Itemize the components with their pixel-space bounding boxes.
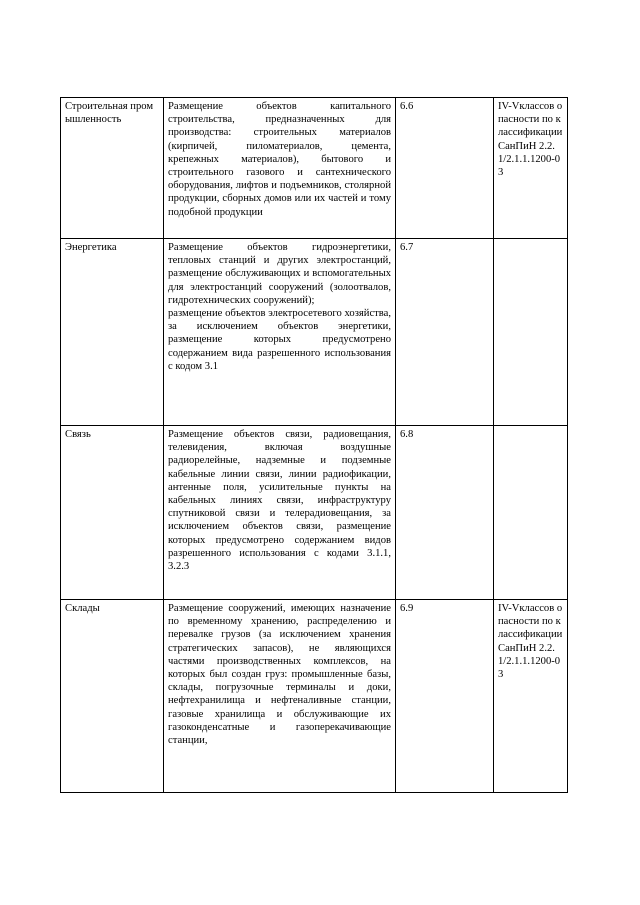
hazard-class-cell: IV-Vклассов опасности по классификации СанПиН 2.2.1/2.1.1.1200-03 xyxy=(494,600,568,793)
use-code-cell: 6.7 xyxy=(396,239,494,426)
use-code-cell: 6.6 xyxy=(396,98,494,239)
use-description-cell xyxy=(164,600,396,793)
hazard-class-cell xyxy=(494,239,568,426)
table-row xyxy=(61,600,568,793)
use-description-cell xyxy=(164,239,396,426)
use-code-cell: 6.8 xyxy=(396,426,494,600)
use-description-text: Размещение объектов связи, радиовещания, телевидения, включая воздушные радиорелейные, надземные и подземные кабельные линии связи, линии радиофикации, антенные поля, усилительные пункты на кабельных линиях связи, инфраструктуру спутниковой связи и телерадиовещания, за исключением объектов связи, размещение которых предусмотрено содержанием видов разрешенного использования с кодами 3.1.1, 3.2.3 xyxy=(168,429,391,573)
use-description-text: размещение объектов электросетевого хозяйства, за исключением объектов энергетики, размещение которых предусмотрено содержанием вида разрешенного использования с кодом 3.1 xyxy=(168,308,391,372)
use-description-text: Размещение объектов гидроэнергетики, тепловых станций и других электростанций, размещение обслуживающих и вспомогательных для электростанций сооружений (золоотвалов, гидротехнических сооружений); xyxy=(168,242,391,306)
use-name-cell: Энергетика xyxy=(61,239,164,426)
use-code-cell: 6.9 xyxy=(396,600,494,793)
use-description-text: Размещение сооружений, имеющих назначение по временному хранению, распределению и перевалке грузов (за исключением хранения стратегических запасов), не являющихся частями производственных комплексов, на которых был создан груз: промышленные базы, склады, погрузочные терминалы и доки, нефтехранилища и нефтеналивные станции, газовые хранилища и обслуживающие их газоконденсатные и газоперекачивающие станции, xyxy=(168,603,391,747)
table-row xyxy=(61,239,568,426)
table-row xyxy=(61,98,568,239)
use-name-cell: Связь xyxy=(61,426,164,600)
use-description-cell xyxy=(164,426,396,600)
hazard-class-cell xyxy=(494,426,568,600)
hazard-class-cell: IV-Vклассов опасности по классификации СанПиН 2.2.1/2.1.1.1200-03 xyxy=(494,98,568,239)
use-name-cell: Строительная промышленность xyxy=(61,98,164,239)
table-row xyxy=(61,426,568,600)
land-use-table xyxy=(60,97,568,793)
use-name-cell: Склады xyxy=(61,600,164,793)
use-description-text: Размещение объектов капитального строительства, предназначенных для производства: строительных материалов (кирпичей, пиломатериалов, цемента, крепежных материалов), бытового и строительного газового и сантехнического оборудования, лифтов и подъемников, столярной продукции, сборных домов или их частей и тому подобной продукции xyxy=(168,101,391,218)
use-description-cell xyxy=(164,98,396,239)
